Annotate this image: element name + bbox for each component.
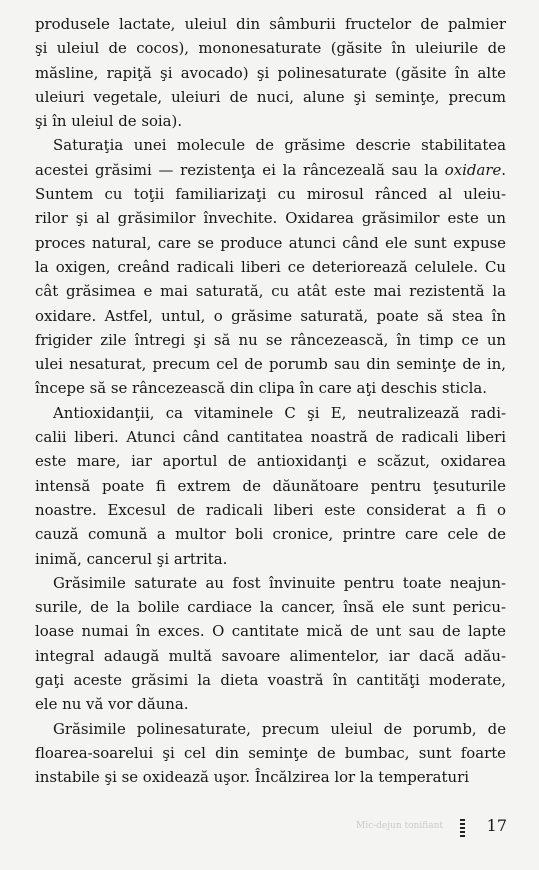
- text-line: rilor şi al grăsimilor învechite. Oxidarea grăsimilor este un: [35, 209, 506, 228]
- paragraph: [35, 717, 506, 790]
- text-line: Grăsimile polinesaturate, precum uleiul de porumb, de: [53, 719, 506, 738]
- emphasized-term: oxidare: [444, 160, 502, 179]
- text-line: şi uleiul de cocos), mononesaturate (găsite în uleiurile de: [35, 39, 506, 58]
- text-line: instabile şi se oxidează uşor. Încălzirea lor la temperaturi: [35, 768, 469, 787]
- text-line: cauză comună a multor boli cronice, printre care cele de: [35, 525, 506, 544]
- text-line: uleiuri vegetale, uleiuri de nuci, alune şi seminţe, precum: [35, 87, 506, 106]
- text-line: cât grăsimea e mai saturată, cu atât este mai rezistentă la: [35, 282, 506, 301]
- page-footer: [0, 816, 539, 840]
- text-line: şi în uleiul de soia).: [35, 112, 183, 131]
- text-line: ele nu vă vor dăuna.: [35, 695, 189, 714]
- paragraph: [35, 133, 506, 400]
- text-line: surile, de la bolile cardiace la cancer, însă ele sunt pericu-: [35, 598, 506, 617]
- text-line: începe să se râncezească din clipa în care aţi deschis sticla.: [35, 379, 487, 398]
- text-line: Suntem cu toţii familiarizaţi cu mirosul rânced al uleiu-: [35, 185, 506, 204]
- running-head: Mic-dejun tonifiant: [356, 821, 443, 831]
- paragraph: [35, 571, 506, 717]
- body-text: [35, 12, 506, 790]
- text-line: măsline, rapiţă şi avocado) şi polinesaturate (găsite în alte: [35, 63, 506, 82]
- text-line: este mare, iar aportul de antioxidanţi e scăzut, oxidarea: [35, 452, 506, 471]
- text-line: loase numai în exces. O cantitate mică de unt sau de lapte: [35, 622, 506, 641]
- text-line: noastre. Excesul de radicali liberi este considerat a fi o: [35, 500, 506, 519]
- text-line: floarea-soarelui şi cel din seminţe de bumbac, sunt foarte: [35, 743, 506, 762]
- text-line: proces natural, care se produce atunci când ele sunt expuse: [35, 233, 506, 252]
- text-line: Saturaţia unei molecule de grăsime descrie stabilitatea: [53, 136, 506, 155]
- text-line: calii liberi. Atunci când cantitatea noastră de radicali liberi: [35, 428, 506, 447]
- text-line: acestei grăsimi — rezistenţa ei la râncezeală sau la oxidare.: [35, 160, 506, 179]
- text-line: oxidare. Astfel, untul, o grăsime saturată, poate să stea în: [35, 306, 506, 325]
- text-line: Antioxidanţii, ca vitaminele C şi E, neutralizează radi-: [53, 403, 506, 422]
- text-line: ulei nesaturat, precum cel de porumb sau din seminţe de in,: [35, 355, 506, 374]
- paragraph: [35, 12, 506, 133]
- text-line: inimă, cancerul şi artrita.: [35, 549, 228, 568]
- text-line: gaţi aceste grăsimi la dieta voastră în cantităţi moderate,: [35, 671, 506, 690]
- text-line: produsele lactate, uleiul din sâmburii fructelor de palmier: [35, 15, 506, 33]
- text-line: Grăsimile saturate au fost învinuite pentru toate neajun-: [53, 573, 506, 592]
- paragraph: [35, 401, 506, 571]
- text-line: integral adaugă multă savoare alimentelor, iar dacă adău-: [35, 646, 506, 665]
- page-marker-icon: [460, 819, 465, 837]
- text-line: la oxigen, creând radicali liberi ce deteriorează celulele. Cu: [35, 257, 506, 276]
- text-line: frigider zile întregi şi să nu se râncezească, în timp ce un: [35, 330, 506, 349]
- text-line: intensă poate fi extrem de dăunătoare pentru ţesuturile: [35, 476, 506, 495]
- page-number: 17: [486, 816, 507, 835]
